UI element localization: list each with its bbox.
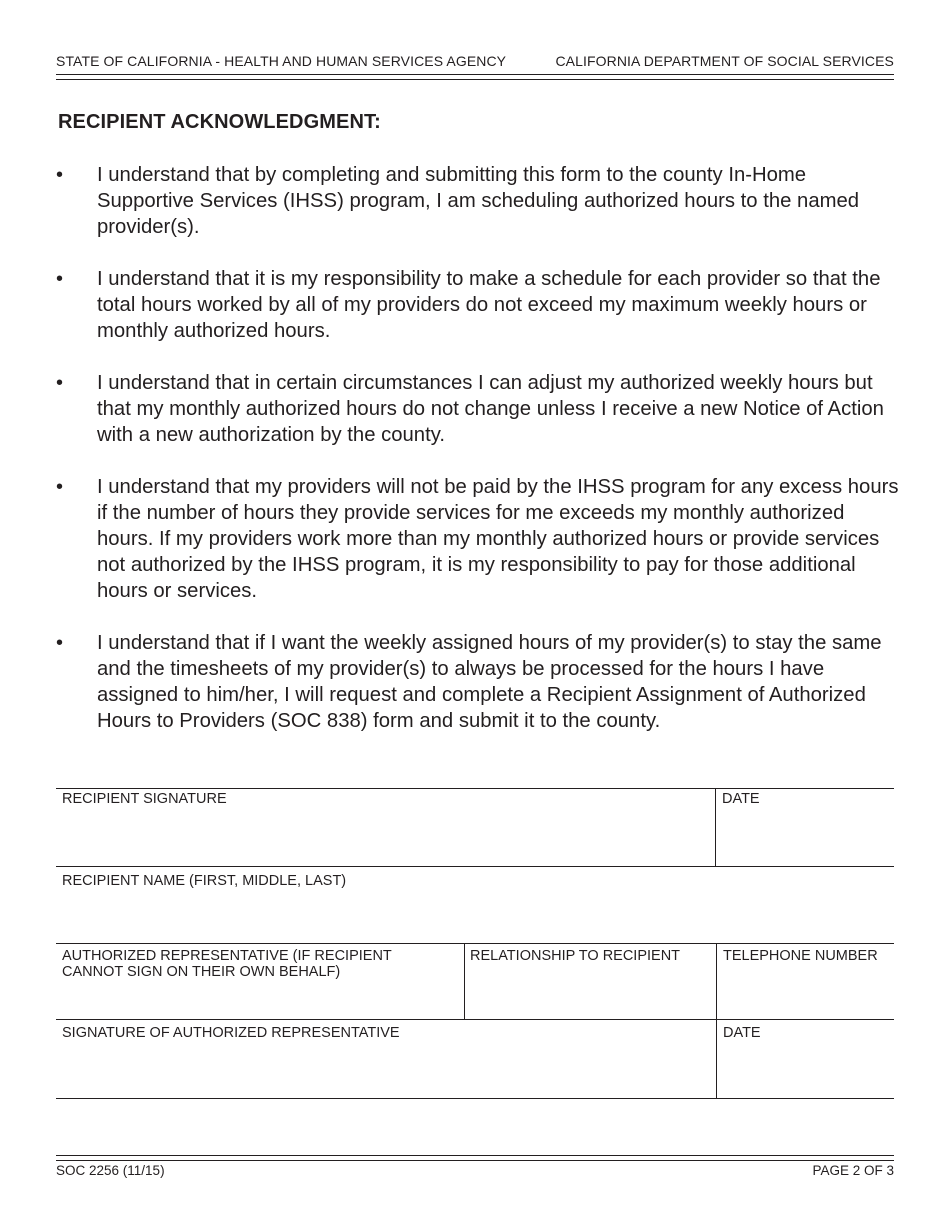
statement-text: I understand that if I want the weekly assigned hours of my provider(s) to stay the same and the timesheets of my provider(s) to always be processed for the hours I have assigned to him/her, I will request and complete a Recipient Assignment of Authorized Hours to Providers (SOC 838) form and submit it to the county. <box>97 632 882 732</box>
form-rule <box>56 1098 894 1099</box>
list-item <box>54 630 899 734</box>
list-item <box>54 162 899 240</box>
agency-name: STATE OF CALIFORNIA - HEALTH AND HUMAN SERVICES AGENCY <box>56 53 507 69</box>
authorized-representative-label: AUTHORIZED REPRESENTATIVE (IF RECIPIENT CANNOT SIGN ON THEIR OWN BEHALF) <box>62 948 392 980</box>
section-title: RECIPIENT ACKNOWLEDGMENT: <box>58 111 381 133</box>
recipient-name-field[interactable] <box>56 867 894 927</box>
acknowledgment-list <box>54 162 899 760</box>
recipient-name-label: RECIPIENT NAME (FIRST, MIDDLE, LAST) <box>62 873 347 889</box>
list-item <box>54 474 899 604</box>
header-divider <box>56 74 894 80</box>
statement-text: I understand that by completing and submitting this form to the county In-Home Supportive Services (IHSS) program, I am scheduling authorized hours to the named provider(s). <box>97 164 860 238</box>
list-item <box>54 370 899 448</box>
recipient-signature-label: RECIPIENT SIGNATURE <box>62 791 227 807</box>
representative-signature-label: SIGNATURE OF AUTHORIZED REPRESENTATIVE <box>62 1025 400 1041</box>
statement-text: I understand that my providers will not be paid by the IHSS program for any excess hours if the number of hours they provide services for me exceeds my monthly authorized hours. If my providers work more than my monthly authorized hours or provide services not authorized by the IHSS program, it is my responsibility to pay for those additional hours or services. <box>97 476 899 602</box>
date-label: DATE <box>722 791 760 807</box>
page-number: PAGE 2 OF 3 <box>812 1163 894 1178</box>
list-item <box>54 266 899 344</box>
telephone-field[interactable] <box>717 944 894 1019</box>
statement-text: I understand that it is my responsibility to make a schedule for each provider so that the total hours worked by all of my providers do not exceed my maximum weekly hours or monthly authorized hours. <box>97 268 881 342</box>
authorized-representative-field[interactable] <box>56 944 464 1019</box>
recipient-signature-field[interactable] <box>56 789 715 866</box>
form-number: SOC 2256 (11/15) <box>56 1163 165 1178</box>
statement-text: I understand that in certain circumstances I can adjust my authorized weekly hours but that my monthly authorized hours do not change unless I receive a new Notice of Action with a new authorization by the county. <box>97 372 884 446</box>
department-name: CALIFORNIA DEPARTMENT OF SOCIAL SERVICES <box>555 53 894 69</box>
telephone-label: TELEPHONE NUMBER <box>723 948 878 964</box>
bullet-icon: • <box>56 372 64 394</box>
recipient-date-field[interactable] <box>716 789 894 866</box>
bullet-icon: • <box>56 476 64 498</box>
bullet-icon: • <box>56 268 64 290</box>
relationship-label: RELATIONSHIP TO RECIPIENT <box>470 948 681 964</box>
bullet-icon: • <box>56 632 64 654</box>
footer-divider <box>56 1155 894 1161</box>
bullet-icon: • <box>56 164 64 186</box>
relationship-field[interactable] <box>465 944 716 1019</box>
representative-date-field[interactable] <box>717 1020 894 1098</box>
date-label: DATE <box>723 1025 761 1041</box>
representative-signature-field[interactable] <box>56 1020 716 1098</box>
